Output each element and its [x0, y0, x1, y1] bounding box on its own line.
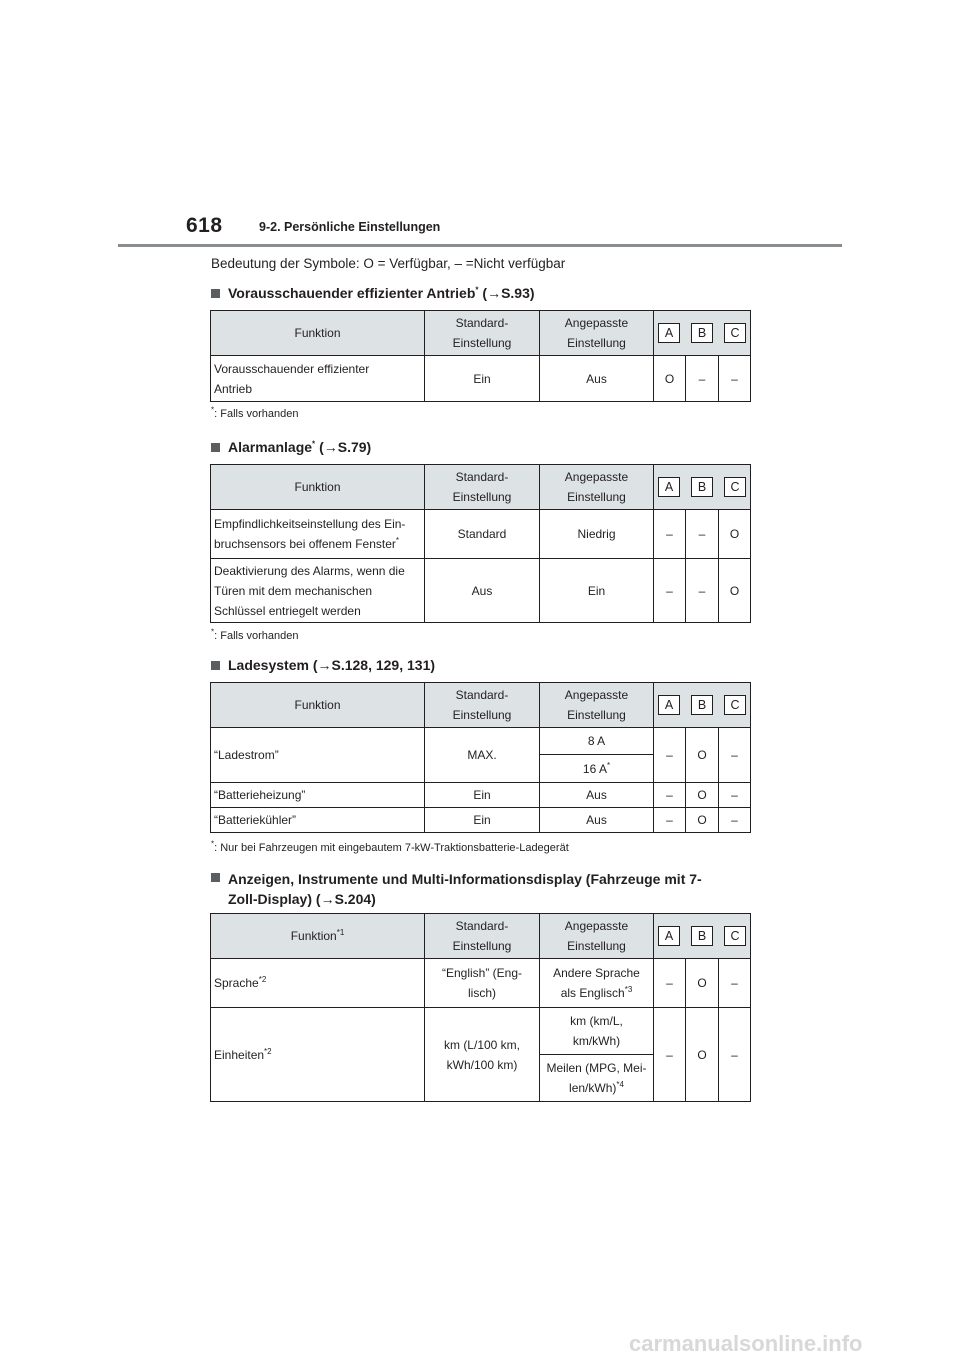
b-cell: –	[686, 559, 719, 623]
footnote: *: Nur bei Fahrzeugen mit eingebautem 7-kW-Traktionsbatterie-Ladegerät	[211, 839, 569, 854]
b-cell: O	[686, 783, 719, 808]
column-header-function: Funktion	[211, 683, 425, 728]
custom-cell: Ein	[540, 559, 654, 623]
section-heading-alarm: Alarmanlage* (→S.79)	[211, 439, 371, 455]
a-cell: –	[654, 1008, 686, 1102]
table-row	[211, 728, 751, 755]
function-cell: Deaktivierung des Alarms, wenn die Türen mit dem mechanischen Schlüssel entriegelt werden	[211, 559, 425, 623]
method-c-box: C	[724, 926, 746, 946]
column-header-function: Funktion	[211, 311, 425, 356]
footnote: *: Falls vorhanden	[211, 405, 299, 420]
section-heading-predictive-drive: Vorausschauender effizienter Antrieb* (→S.93)	[211, 285, 535, 301]
section-title: 9-2. Persönliche Einstellungen	[259, 220, 441, 234]
standard-cell: Standard	[425, 510, 540, 559]
b-cell: –	[686, 356, 719, 402]
table-header-row	[211, 914, 751, 959]
function-cell: “Batteriekühler”	[211, 808, 425, 833]
table-row	[211, 959, 751, 1008]
a-cell: –	[654, 959, 686, 1008]
column-header-custom: Angepasste Einstellung	[540, 311, 654, 356]
table-row	[211, 356, 751, 402]
custom-cell: Andere Sprache als Englisch$^{*3}$	[540, 959, 654, 1008]
a-cell: –	[654, 808, 686, 833]
b-cell: O	[686, 959, 719, 1008]
custom-cell: 8 A	[540, 728, 654, 755]
c-cell: –	[719, 808, 751, 833]
page-reference-link[interactable]: (→S.93)	[482, 285, 535, 301]
table-header-row	[211, 465, 751, 510]
b-cell: O	[686, 1008, 719, 1102]
standard-cell: Ein	[425, 783, 540, 808]
method-b-box: B	[691, 477, 713, 497]
a-cell: O	[654, 356, 686, 402]
custom-cell: Niedrig	[540, 510, 654, 559]
method-a-box: A	[658, 926, 680, 946]
table-row	[211, 510, 751, 559]
standard-cell: MAX.	[425, 728, 540, 783]
function-cell: Vorausschauender effizienter Antrieb	[211, 356, 425, 402]
custom-cell: Aus	[540, 783, 654, 808]
column-header-standard: Standard- Einstellung	[425, 465, 540, 510]
a-cell: –	[654, 728, 686, 783]
standard-cell: km (L/100 km, kWh/100 km)	[425, 1008, 540, 1102]
column-header-custom: Angepasste Einstellung	[540, 914, 654, 959]
table-header-row	[211, 683, 751, 728]
method-b-box: B	[691, 926, 713, 946]
custom-cell: Aus	[540, 356, 654, 402]
method-c-box: C	[724, 323, 746, 343]
symbol-legend: Bedeutung der Symbole: O = Verfügbar, – =Nicht verfügbar	[211, 256, 566, 271]
table-row	[211, 1008, 751, 1055]
function-cell: Empfindlichkeitseinstellung des Ein- bruchsensors bei offenem Fenster*	[211, 510, 425, 559]
a-cell: –	[654, 510, 686, 559]
column-header-abc	[654, 683, 751, 728]
c-cell: –	[719, 356, 751, 402]
a-cell: –	[654, 559, 686, 623]
page-reference-link[interactable]: (→S.79)	[319, 439, 372, 455]
column-header-custom: Angepasste Einstellung	[540, 465, 654, 510]
column-header-standard: Standard- Einstellung	[425, 311, 540, 356]
square-bullet-icon	[211, 661, 220, 670]
function-cell: “Batterieheizung”	[211, 783, 425, 808]
section-heading-displays: Anzeigen, Instrumente und Multi-Informationsdisplay (Fahrzeuge mit 7- Zoll-Display) (→S.204)	[211, 869, 702, 909]
square-bullet-icon	[211, 873, 220, 882]
column-header-standard: Standard- Einstellung	[425, 683, 540, 728]
watermark: carmanualsonline.info	[629, 1331, 863, 1356]
table-row	[211, 559, 751, 623]
column-header-standard: Standard- Einstellung	[425, 914, 540, 959]
method-b-box: B	[691, 695, 713, 715]
method-a-box: A	[658, 323, 680, 343]
a-cell: –	[654, 783, 686, 808]
square-bullet-icon	[211, 443, 220, 452]
footnote: *: Falls vorhanden	[211, 627, 299, 642]
b-cell: O	[686, 808, 719, 833]
column-header-function: Funktion	[211, 465, 425, 510]
column-header-abc	[654, 311, 751, 356]
column-header-abc	[654, 465, 751, 510]
b-cell: O	[686, 728, 719, 783]
page-number: 618	[186, 214, 223, 237]
function-cell: Einheiten$^{*2}$	[211, 1008, 425, 1102]
settings-table-charging	[210, 682, 751, 833]
method-c-box: C	[724, 477, 746, 497]
c-cell: –	[719, 783, 751, 808]
standard-cell: Ein	[425, 356, 540, 402]
function-cell: Sprache$^{*2}$	[211, 959, 425, 1008]
c-cell: –	[719, 959, 751, 1008]
section-heading-charging: Ladesystem (→S.128, 129, 131)	[211, 657, 435, 673]
page-reference-link[interactable]: (→S.128, 129, 131)	[312, 657, 436, 673]
column-header-abc	[654, 914, 751, 959]
custom-cell: Aus	[540, 808, 654, 833]
table-row	[211, 808, 751, 833]
b-cell: –	[686, 510, 719, 559]
standard-cell: “English” (Eng- lisch)	[425, 959, 540, 1008]
table-header-row	[211, 311, 751, 356]
square-bullet-icon	[211, 289, 220, 298]
column-header-custom: Angepasste Einstellung	[540, 683, 654, 728]
custom-cell: 16 A*	[540, 755, 654, 783]
settings-table-predictive-drive	[210, 310, 751, 402]
c-cell: –	[719, 1008, 751, 1102]
standard-cell: Aus	[425, 559, 540, 623]
c-cell: –	[719, 728, 751, 783]
c-cell: O	[719, 559, 751, 623]
table-row	[211, 783, 751, 808]
function-cell: “Ladestrom”	[211, 728, 425, 783]
page-reference-link[interactable]: (→S.204)	[315, 891, 376, 907]
settings-table-displays	[210, 913, 751, 1102]
method-a-box: A	[658, 477, 680, 497]
header-divider	[118, 244, 842, 247]
method-a-box: A	[658, 695, 680, 715]
settings-table-alarm	[210, 464, 751, 623]
custom-cell: Meilen (MPG, Mei- len/kWh)$^{*4}$	[540, 1055, 654, 1102]
c-cell: O	[719, 510, 751, 559]
method-c-box: C	[724, 695, 746, 715]
standard-cell: Ein	[425, 808, 540, 833]
custom-cell: km (km/L, km/kWh)	[540, 1008, 654, 1055]
column-header-function: Funktion$^{*1}$	[211, 914, 425, 959]
method-b-box: B	[691, 323, 713, 343]
